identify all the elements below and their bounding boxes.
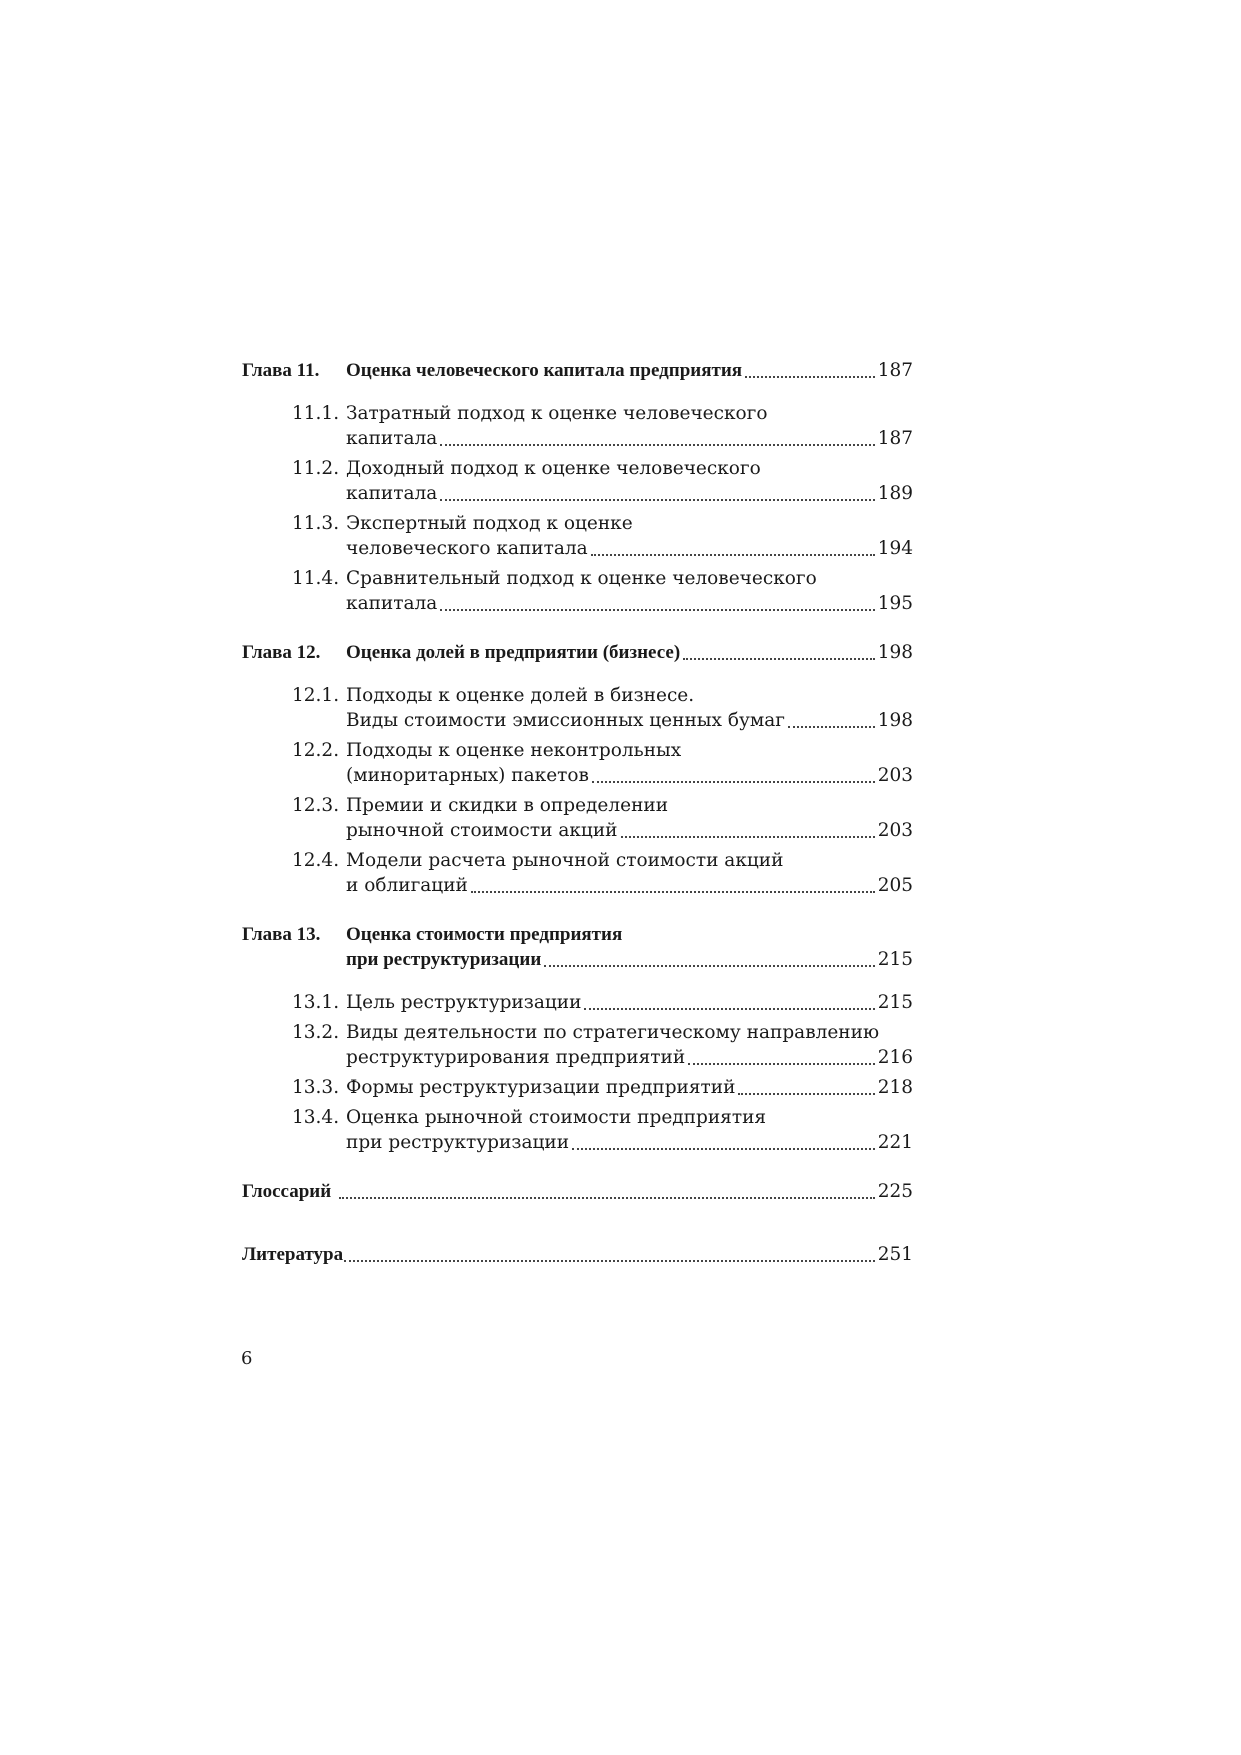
page-ref: 215 — [877, 992, 913, 1013]
section-title: Затратный подход к оценке человеческого — [346, 403, 768, 424]
section-number: 13.2. — [292, 1022, 340, 1043]
section-title-cont: при реструктуризации — [346, 1132, 570, 1153]
leader-dots — [788, 725, 875, 728]
section-number: 13.4. — [292, 1107, 340, 1128]
glossary-title: Глоссарий — [242, 1181, 332, 1202]
toc-section-13-2[interactable] — [242, 1020, 913, 1046]
section-number: 11.2. — [292, 458, 340, 479]
toc-section-13-3[interactable] — [242, 1075, 913, 1101]
leader-dots — [344, 1259, 875, 1262]
page-ref: 203 — [877, 765, 913, 786]
page-ref: 189 — [877, 483, 913, 504]
page-ref: 198 — [877, 710, 913, 731]
section-number: 13.3. — [292, 1077, 340, 1098]
toc-section-11-3[interactable] — [242, 511, 913, 537]
page-ref: 215 — [877, 949, 913, 970]
section-number: 12.2. — [292, 740, 340, 761]
page-ref: 203 — [877, 820, 913, 841]
section-title-cont: (миноритарных) пакетов — [346, 765, 589, 786]
section-title-cont: рыночной стоимости акций — [346, 820, 618, 841]
section-number: 13.1. — [292, 992, 340, 1013]
toc-section-12-4-cont[interactable] — [242, 873, 913, 899]
toc-section-13-1[interactable] — [242, 990, 913, 1016]
literature-title: Литература — [242, 1244, 344, 1265]
section-number: 11.1. — [292, 403, 340, 424]
section-title: Экспертный подход к оценке — [346, 513, 633, 534]
leader-dots — [584, 1007, 874, 1010]
page-number: 6 — [241, 1348, 253, 1369]
toc-section-12-1[interactable] — [242, 683, 913, 709]
leader-dots — [738, 1092, 874, 1095]
section-number: 11.4. — [292, 568, 340, 589]
leader-dots — [471, 890, 875, 893]
toc-section-11-4[interactable] — [242, 566, 913, 592]
toc-section-13-2-cont[interactable] — [242, 1045, 913, 1071]
chapter-title: Оценка человеческого капитала предприятия — [346, 360, 743, 381]
toc-chapter-13-cont[interactable] — [242, 947, 913, 973]
toc-literature[interactable] — [242, 1242, 913, 1268]
section-title: Формы реструктуризации предприятий — [346, 1077, 736, 1098]
chapter-label: Глава 13. — [242, 924, 321, 945]
page-ref: 216 — [877, 1047, 913, 1068]
section-number: 12.4. — [292, 850, 340, 871]
page-ref: 194 — [877, 538, 913, 559]
leader-dots — [592, 780, 875, 783]
toc-section-11-2[interactable] — [242, 456, 913, 482]
section-title-cont: Виды стоимости эмиссионных ценных бумаг — [346, 710, 785, 731]
page-ref: 218 — [877, 1077, 913, 1098]
chapter-title-cont: при реструктуризации — [346, 949, 542, 970]
leader-dots — [572, 1147, 875, 1150]
section-title: Подходы к оценке неконтрольных — [346, 740, 682, 761]
page-ref: 187 — [877, 428, 913, 449]
leader-dots — [339, 1196, 875, 1199]
toc-chapter-13[interactable] — [242, 922, 913, 948]
section-title-cont: капитала — [346, 483, 438, 504]
leader-dots — [544, 964, 874, 967]
section-title: Цель реструктуризации — [346, 992, 582, 1013]
section-title: Модели расчета рыночной стоимости акций — [346, 850, 784, 871]
section-title-cont: человеческого капитала — [346, 538, 588, 559]
toc-section-12-1-cont[interactable] — [242, 708, 913, 734]
section-title: Подходы к оценке долей в бизнесе. — [346, 685, 695, 706]
leader-dots — [621, 835, 875, 838]
page-ref: 187 — [877, 360, 913, 381]
section-title-cont: и облигаций — [346, 875, 468, 896]
section-number: 12.3. — [292, 795, 340, 816]
toc-section-12-2[interactable] — [242, 738, 913, 764]
toc-section-12-4[interactable] — [242, 848, 913, 874]
section-title: Премии и скидки в определении — [346, 795, 669, 816]
leader-dots — [440, 608, 874, 611]
section-title: Сравнительный подход к оценке человеческого — [346, 568, 817, 589]
page-ref: 198 — [877, 642, 913, 663]
leader-dots — [440, 443, 874, 446]
page-ref: 205 — [877, 875, 913, 896]
toc-section-13-4-cont[interactable] — [242, 1130, 913, 1156]
toc-section-11-1-cont[interactable] — [242, 426, 913, 452]
section-title: Оценка рыночной стоимости предприятия — [346, 1107, 767, 1128]
section-title: Доходный подход к оценке человеческого — [346, 458, 761, 479]
page-ref: 225 — [877, 1181, 913, 1202]
chapter-label: Глава 11. — [242, 360, 320, 381]
page-ref: 221 — [877, 1132, 913, 1153]
leader-dots — [683, 657, 875, 660]
toc-section-11-4-cont[interactable] — [242, 591, 913, 617]
toc-section-11-2-cont[interactable] — [242, 481, 913, 507]
toc-chapter-11[interactable] — [242, 358, 913, 384]
section-title-cont: капитала — [346, 593, 438, 614]
section-number: 11.3. — [292, 513, 340, 534]
leader-dots — [591, 553, 875, 556]
page-ref: 195 — [877, 593, 913, 614]
toc-glossary[interactable] — [242, 1179, 913, 1205]
section-title-cont: капитала — [346, 428, 438, 449]
section-title: Виды деятельности по стратегическому направлению — [346, 1022, 880, 1043]
leader-dots — [440, 498, 874, 501]
chapter-title: Оценка стоимости предприятия — [346, 924, 623, 945]
toc-section-12-2-cont[interactable] — [242, 763, 913, 789]
chapter-title: Оценка долей в предприятии (бизнесе) — [346, 642, 681, 663]
toc-section-11-3-cont[interactable] — [242, 536, 913, 562]
leader-dots — [688, 1062, 874, 1065]
toc-section-12-3-cont[interactable] — [242, 818, 913, 844]
chapter-label: Глава 12. — [242, 642, 321, 663]
section-title-cont: реструктурирования предприятий — [346, 1047, 686, 1068]
toc-chapter-12[interactable] — [242, 640, 913, 666]
toc-section-12-3[interactable] — [242, 793, 913, 819]
toc-section-11-1[interactable] — [242, 401, 913, 427]
toc-section-13-4[interactable] — [242, 1105, 913, 1131]
page-ref: 251 — [877, 1244, 913, 1265]
leader-dots — [745, 375, 875, 378]
section-number: 12.1. — [292, 685, 340, 706]
